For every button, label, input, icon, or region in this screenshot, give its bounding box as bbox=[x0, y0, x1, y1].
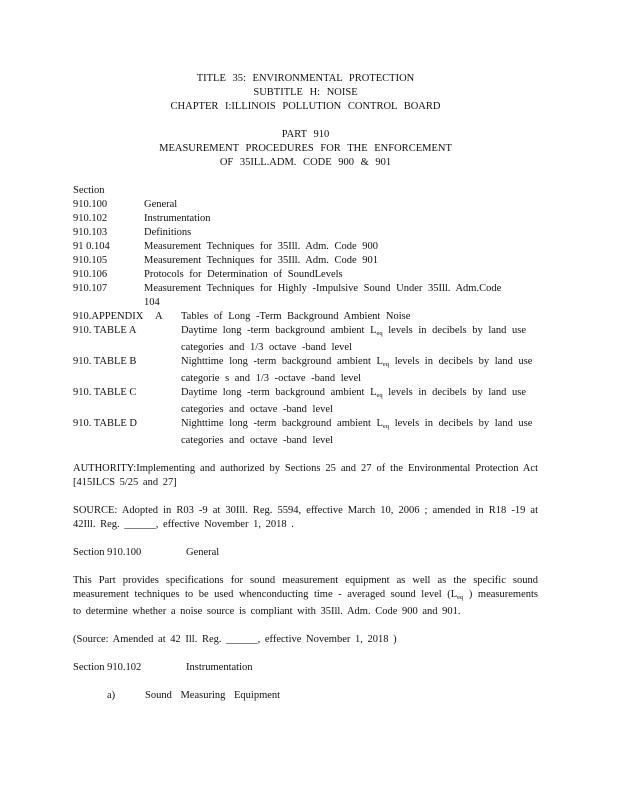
section-title: General bbox=[186, 547, 220, 558]
toc-item-title: Protocols for Determination of SoundLevels bbox=[144, 269, 343, 280]
table-number: 910. TABLE D bbox=[73, 418, 138, 429]
toc-item-number: 910.100 bbox=[73, 199, 108, 210]
table-number: 910. TABLE A bbox=[73, 325, 137, 336]
subtitle-line: SUBTITLE H: NOISE bbox=[253, 87, 358, 98]
toc-item-number: 910.105 bbox=[73, 255, 108, 266]
table-title: Daytime long -term background ambient $L_{eq}$ levels in decibels by land use categories and 1/3 octave -band level bbox=[181, 325, 527, 353]
document-header bbox=[73, 72, 538, 170]
toc-label: Section bbox=[73, 185, 105, 196]
source-note: (Source: Amended at 42 Ill. Reg. ______, effective November 1, 2018 ) bbox=[73, 634, 397, 645]
heading-line-2: OF 35ILL.ADM. CODE 900 & 901 bbox=[219, 157, 392, 168]
toc-item bbox=[73, 268, 538, 282]
toc-item-number: 910.107 bbox=[73, 283, 108, 294]
section-paragraph: This Part provides specifications for sound measurement equipment as well as the specific sound measurement techniques to be used whenconducting time - averaged sound level ($L_{eq}$ ) measurements to determine whether a noise source is compliant with 35Ill. Adm. Code 900 and 901. bbox=[73, 575, 538, 617]
subsection-letter: a) bbox=[107, 690, 116, 701]
table-title: Daytime long -term background ambient $L_{eq}$ levels in decibels by land use categories and octave -band level bbox=[181, 387, 527, 415]
subsection-title: Sound Measuring Equipment bbox=[145, 690, 281, 701]
subsection-item bbox=[73, 689, 538, 703]
appendix-number: 910.APPENDIX bbox=[73, 311, 144, 322]
toc-item-title: Instrumentation bbox=[144, 213, 211, 224]
toc-item-number: 910.106 bbox=[73, 269, 108, 280]
appendix-letter: A bbox=[155, 311, 163, 322]
toc-table bbox=[73, 324, 538, 355]
document-page bbox=[73, 72, 538, 703]
toc-item-number: 910.102 bbox=[73, 213, 108, 224]
appendix-title: Tables of Long -Term Background Ambient Noise bbox=[181, 311, 411, 322]
section-title: Instrumentation bbox=[186, 662, 253, 673]
toc-table bbox=[73, 355, 538, 386]
section-heading bbox=[73, 546, 538, 560]
toc-item bbox=[73, 212, 538, 226]
table-of-contents bbox=[73, 184, 538, 448]
table-title: Nighttime long -term background ambient $L_{eq}$ levels in decibels by land use categorie s and 1/3 -octave -band level bbox=[181, 356, 533, 384]
part-line: PART 910 bbox=[281, 129, 330, 140]
toc-item bbox=[73, 240, 538, 254]
section-number: Section 910.100 bbox=[73, 547, 142, 558]
table-title: Nighttime long -term background ambient $L_{eq}$ levels in decibels by land use categories and octave -band level bbox=[181, 418, 533, 446]
title-line: TITLE 35: ENVIRONMENTAL PROTECTION bbox=[196, 73, 415, 84]
chapter-line: CHAPTER I:ILLINOIS POLLUTION CONTROL BOARD bbox=[170, 101, 441, 112]
heading-line-1: MEASUREMENT PROCEDURES FOR THE ENFORCEMENT bbox=[159, 143, 452, 154]
toc-item-number: 91 0.104 bbox=[73, 241, 110, 252]
toc-item bbox=[73, 254, 538, 268]
toc-table bbox=[73, 386, 538, 417]
toc-table bbox=[73, 417, 538, 448]
toc-item-title: Measurement Techniques for Highly -Impulsive Sound Under 35Ill. Adm.Code 104 bbox=[144, 283, 502, 308]
table-number: 910. TABLE C bbox=[73, 387, 137, 398]
toc-item bbox=[73, 198, 538, 212]
toc-item bbox=[73, 226, 538, 240]
source-note: SOURCE: Adopted in R03 -9 at 30Ill. Reg. 5594, effective March 10, 2006 ; amended in R18 -19 at 42Ill. Reg. ______, effective November 1, 2018 . bbox=[73, 505, 538, 530]
section-number: Section 910.102 bbox=[73, 662, 142, 673]
toc-item-number: 910.103 bbox=[73, 227, 108, 238]
toc-item-title: Measurement Techniques for 35Ill. Adm. Code 900 bbox=[144, 241, 379, 252]
toc-appendix bbox=[73, 310, 538, 324]
toc-item-title: General bbox=[144, 199, 178, 210]
authority-note: AUTHORITY:Implementing and authorized by Sections 25 and 27 of the Environmental Protection Act [415ILCS 5/25 and 27] bbox=[73, 463, 538, 488]
toc-item bbox=[73, 282, 538, 310]
section-heading bbox=[73, 661, 538, 675]
toc-item-title: Definitions bbox=[144, 227, 192, 238]
toc-item-title: Measurement Techniques for 35Ill. Adm. Code 901 bbox=[144, 255, 379, 266]
table-number: 910. TABLE B bbox=[73, 356, 137, 367]
